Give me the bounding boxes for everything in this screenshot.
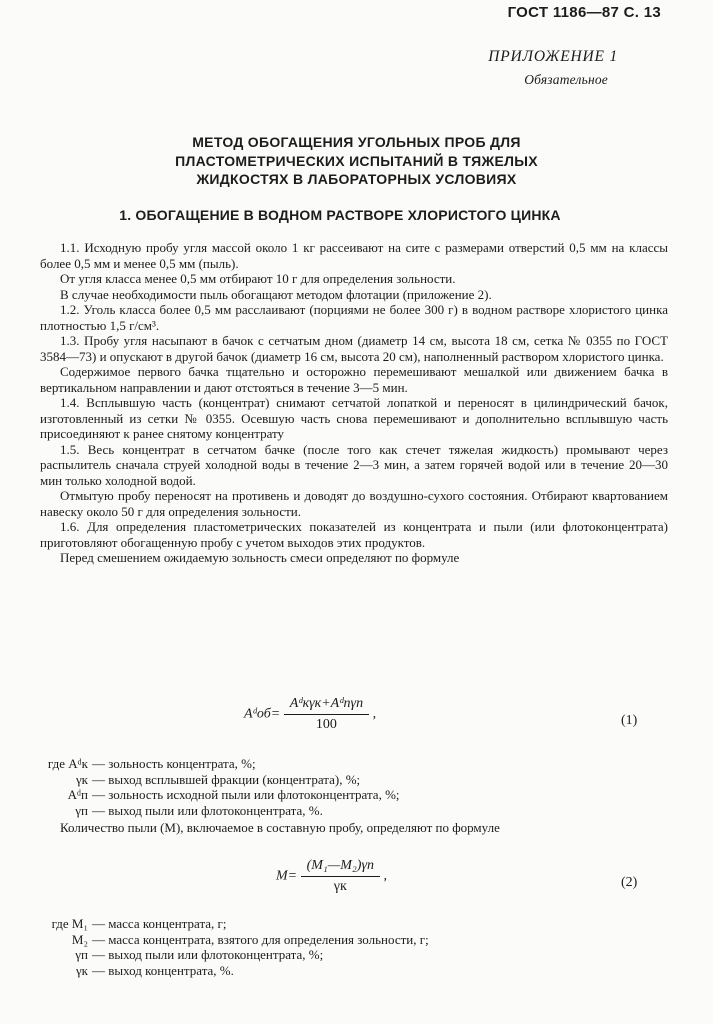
legend-text: — выход всплывшей фракции (концентрата), %;	[92, 771, 361, 787]
legend-row	[26, 947, 429, 963]
legend-symbol: γк	[75, 771, 88, 787]
body-text	[40, 240, 668, 566]
legend-symbol: где Aᵈк	[47, 756, 88, 771]
legend-symbol: γп	[75, 802, 88, 818]
legend-row	[26, 963, 429, 979]
appendix-status: Обязательное	[524, 72, 608, 87]
paragraph: 1.4. Всплывшую часть (концентрат) снимают сетчатой лопаткой и переносят в цилиндрический бачок, изготовленный из сетки № 0355. Осевшую часть снова перемешивают и дополнительно всплывшую часть присоединяют к ранее снятому концентрату	[40, 395, 668, 441]
title-line: МЕТОД ОБОГАЩЕНИЯ УГОЛЬНЫХ ПРОБ ДЛЯ	[192, 134, 521, 150]
formula-lhs: Aᵈоб=	[244, 706, 281, 722]
legend-symbol: γп	[75, 947, 88, 962]
equation-number: (2)	[621, 875, 638, 890]
legend-symbol: где M₁	[51, 916, 88, 931]
legend-row	[26, 787, 400, 803]
body-text-continued	[40, 820, 668, 836]
legend-text: — выход пыли или флотоконцентрата, %.	[92, 802, 323, 818]
formula-ash-content	[244, 696, 376, 733]
paragraph: 1.2. Уголь класса более 0,5 мм расслаивают (порциями не более 300 г) в водном растворе хлористого цинка плотностью 1,5 г/см³.	[40, 302, 668, 333]
formula-legend	[26, 756, 400, 818]
formula-denominator: 100	[315, 717, 337, 732]
legend-row	[26, 756, 400, 772]
legend-text: — зольность исходной пыли или флотоконцентрата, %;	[92, 787, 400, 802]
section-heading: 1. ОБОГАЩЕНИЕ В ВОДНОМ РАСТВОРЕ ХЛОРИСТОГО ЦИНКА	[119, 207, 561, 223]
legend-row	[26, 932, 429, 948]
formula-tail: ,	[383, 868, 387, 884]
page-header-reference: ГОСТ 1186—87 С. 13	[507, 4, 661, 21]
paragraph: Количество пыли (M), включаемое в составную пробу, определяют по формуле	[60, 820, 500, 835]
legend-text: — масса концентрата, взятого для определения зольности, г;	[92, 931, 429, 947]
paragraph: Содержимое первого бачка тщательно и осторожно перемешивают мешалкой или движением бачка в вертикальном направлении и дают отстояться в течение 3—5 мин.	[40, 364, 668, 395]
formula-lhs: M=	[276, 868, 298, 884]
document-title	[90, 133, 623, 189]
formula-fraction	[301, 858, 380, 895]
legend-symbol: Aᵈп	[67, 787, 88, 802]
equation-number: (1)	[621, 713, 638, 728]
paragraph: Отмытую пробу переносят на противень и доводят до воздушно-сухого состояния. Отбирают квартованием навеску около 50 г для определения зольности.	[40, 488, 668, 519]
paragraph: Перед смешением ожидаемую зольность смеси определяют по формуле	[60, 550, 460, 565]
legend-symbol: γк	[75, 962, 88, 978]
formula-numerator: (M₁—M₂)γп	[301, 858, 380, 877]
paragraph: 1.1. Исходную пробу угля массой около 1 кг рассеивают на сите с размерами отверстий 0,5 мм на классы более 0,5 мм и менее 0,5 мм (пыль).	[40, 240, 668, 271]
legend-row	[26, 772, 400, 788]
title-line: ЖИДКОСТЯХ В ЛАБОРАТОРНЫХ УСЛОВИЯХ	[196, 171, 517, 187]
paragraph: В случае необходимости пыль обогащают методом флотации (приложение 2).	[60, 286, 492, 302]
formula-numerator: Aᵈкγк+Aᵈпγп	[284, 696, 369, 715]
legend-row	[26, 803, 400, 819]
formula-denominator: γк	[333, 879, 347, 894]
legend-text: — выход концентрата, %.	[92, 962, 234, 978]
legend-symbol: M₂	[71, 931, 88, 947]
legend-text: — зольность концентрата, %;	[92, 756, 256, 771]
formula-tail: ,	[372, 706, 377, 722]
legend-text: — масса концентрата, г;	[92, 916, 227, 931]
formula-dust-amount	[276, 858, 387, 895]
paragraph: 1.6. Для определения пластометрических показателей из концентрата и пыли (или флотоконцентрата) приготовляют обогащенную пробу с учетом выходов этих продуктов.	[40, 519, 668, 550]
paragraph: 1.3. Пробу угля насыпают в бачок с сетчатым дном (диаметр 14 см, высота 18 см, сетка № 0355 по ГОСТ 3584—73) и опускают в другой бачок (диаметр 16 см, высота 20 см), наполненный раствором хлористого цинка.	[40, 333, 668, 364]
paragraph: 1.5. Весь концентрат в сетчатом бачке (после того как стечет тяжелая жидкость) промывают через распылитель сначала струей холодной воды в течение 2—3 мин, а затем горячей водой или в течение 20—30 мин только холодной водой.	[40, 441, 668, 488]
paragraph: От угля класса менее 0,5 мм отбирают 10 г для определения зольности.	[60, 271, 456, 286]
formula-fraction	[284, 696, 369, 733]
appendix-title: ПРИЛОЖЕНИЕ 1	[488, 48, 618, 65]
legend-row	[26, 916, 429, 932]
title-line: ПЛАСТОМЕТРИЧЕСКИХ ИСПЫТАНИЙ В ТЯЖЕЛЫХ	[175, 152, 538, 169]
formula-legend	[26, 916, 429, 978]
legend-text: — выход пыли или флотоконцентрата, %;	[92, 947, 324, 962]
